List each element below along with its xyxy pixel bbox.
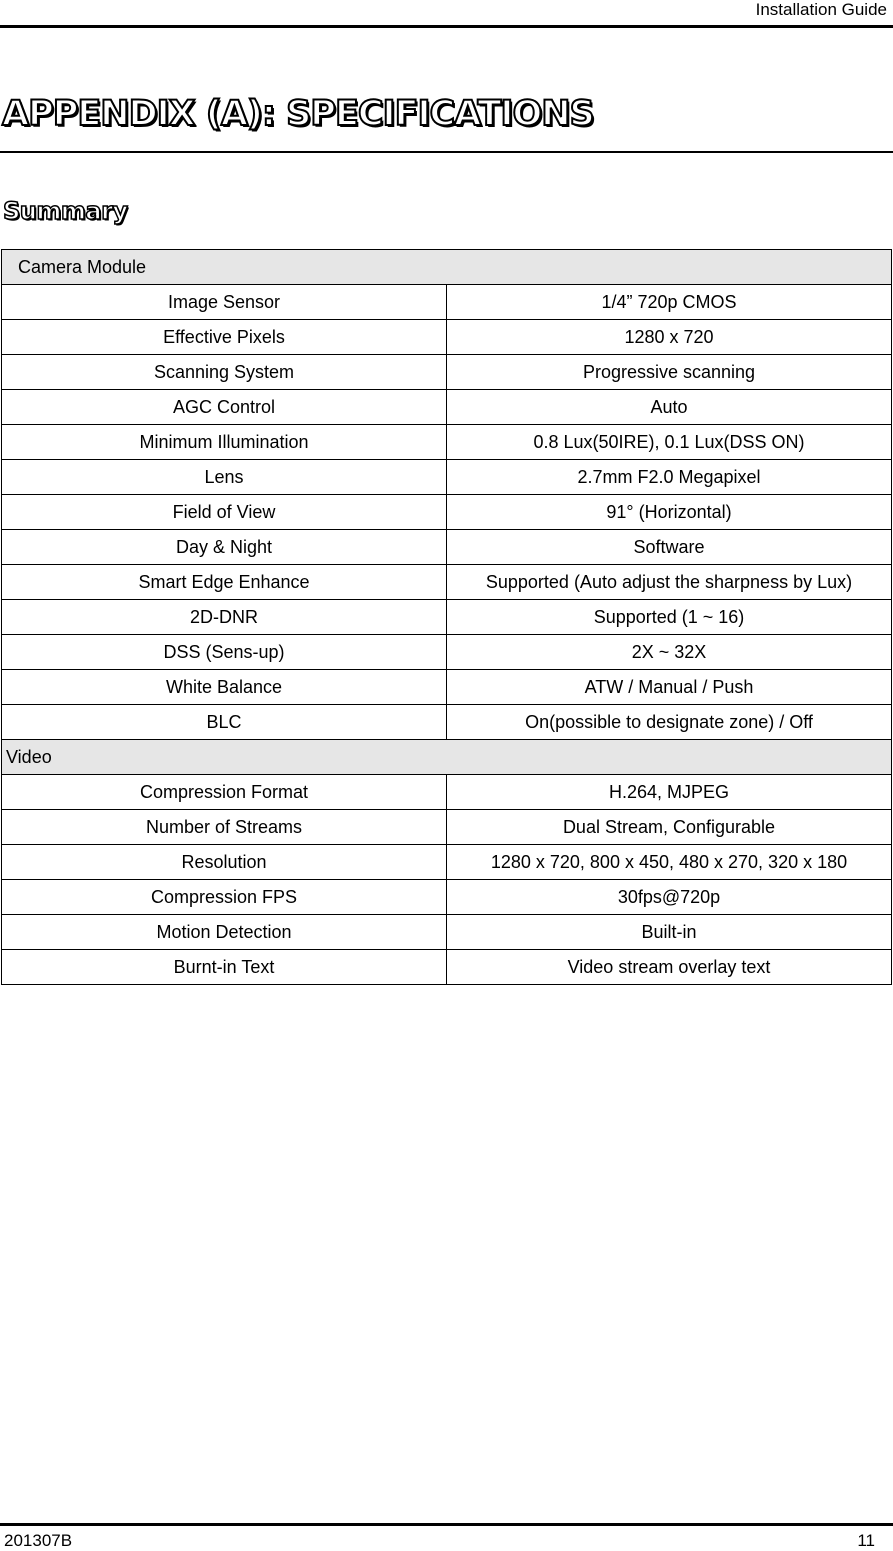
table-row (2, 530, 892, 565)
table-row (2, 775, 892, 810)
spec-value: 1280 x 720, 800 x 450, 480 x 270, 320 x 180 (447, 845, 892, 880)
spec-name: AGC Control (2, 390, 447, 425)
header-rule (0, 25, 893, 28)
spec-value: Supported (Auto adjust the sharpness by Lux) (447, 565, 892, 600)
spec-value: On(possible to designate zone) / Off (447, 705, 892, 740)
spec-name: Field of View (2, 495, 447, 530)
spec-value: Built-in (447, 915, 892, 950)
spec-name: Compression Format (2, 775, 447, 810)
summary-heading: Summary (3, 197, 128, 225)
table-row (2, 810, 892, 845)
table-row (2, 845, 892, 880)
section-row-video (2, 740, 892, 775)
table-row (2, 880, 892, 915)
section-row-camera-module (2, 250, 892, 285)
spec-value: H.264, MJPEG (447, 775, 892, 810)
table-row (2, 460, 892, 495)
section-label: Video (2, 740, 892, 775)
title-rule (0, 151, 893, 153)
spec-name: Burnt-in Text (2, 950, 447, 985)
spec-value: 1/4” 720p CMOS (447, 285, 892, 320)
table-row (2, 320, 892, 355)
spec-name: Image Sensor (2, 285, 447, 320)
table-row (2, 950, 892, 985)
spec-value: Video stream overlay text (447, 950, 892, 985)
document-code: 201307B (4, 1531, 73, 1550)
footer-rule (0, 1523, 893, 1526)
spec-value: 2X ~ 32X (447, 635, 892, 670)
spec-name: Scanning System (2, 355, 447, 390)
section-label: Camera Module (2, 250, 892, 285)
spec-name: Effective Pixels (2, 320, 447, 355)
table-row (2, 705, 892, 740)
table-row (2, 565, 892, 600)
spec-value: ATW / Manual / Push (447, 670, 892, 705)
spec-value: 30fps@720p (447, 880, 892, 915)
spec-value: Auto (447, 390, 892, 425)
spec-value: Software (447, 530, 892, 565)
spec-name: Minimum Illumination (2, 425, 447, 460)
table-row (2, 355, 892, 390)
table-row (2, 425, 892, 460)
table-row (2, 915, 892, 950)
spec-name: Smart Edge Enhance (2, 565, 447, 600)
spec-name: DSS (Sens-up) (2, 635, 447, 670)
spec-value: Supported (1 ~ 16) (447, 600, 892, 635)
table-row (2, 635, 892, 670)
table-row (2, 285, 892, 320)
spec-value: Progressive scanning (447, 355, 892, 390)
spec-name: Compression FPS (2, 880, 447, 915)
page-number: 11 (857, 1531, 875, 1550)
spec-name: Number of Streams (2, 810, 447, 845)
spec-value: Dual Stream, Configurable (447, 810, 892, 845)
spec-name: Lens (2, 460, 447, 495)
table-row (2, 390, 892, 425)
spec-name: Day & Night (2, 530, 447, 565)
running-header: Installation Guide (755, 0, 887, 19)
spec-value: 91° (Horizontal) (447, 495, 892, 530)
table-row (2, 495, 892, 530)
spec-name: Motion Detection (2, 915, 447, 950)
table-row (2, 600, 892, 635)
spec-name: White Balance (2, 670, 447, 705)
spec-name: Resolution (2, 845, 447, 880)
spec-value: 2.7mm F2.0 Megapixel (447, 460, 892, 495)
table-row (2, 670, 892, 705)
spec-name: BLC (2, 705, 447, 740)
spec-value: 1280 x 720 (447, 320, 892, 355)
spec-name: 2D-DNR (2, 600, 447, 635)
spec-value: 0.8 Lux(50IRE), 0.1 Lux(DSS ON) (447, 425, 892, 460)
specifications-table (1, 249, 892, 985)
appendix-title: APPENDIX (A): SPECIFICATIONS (2, 94, 594, 134)
